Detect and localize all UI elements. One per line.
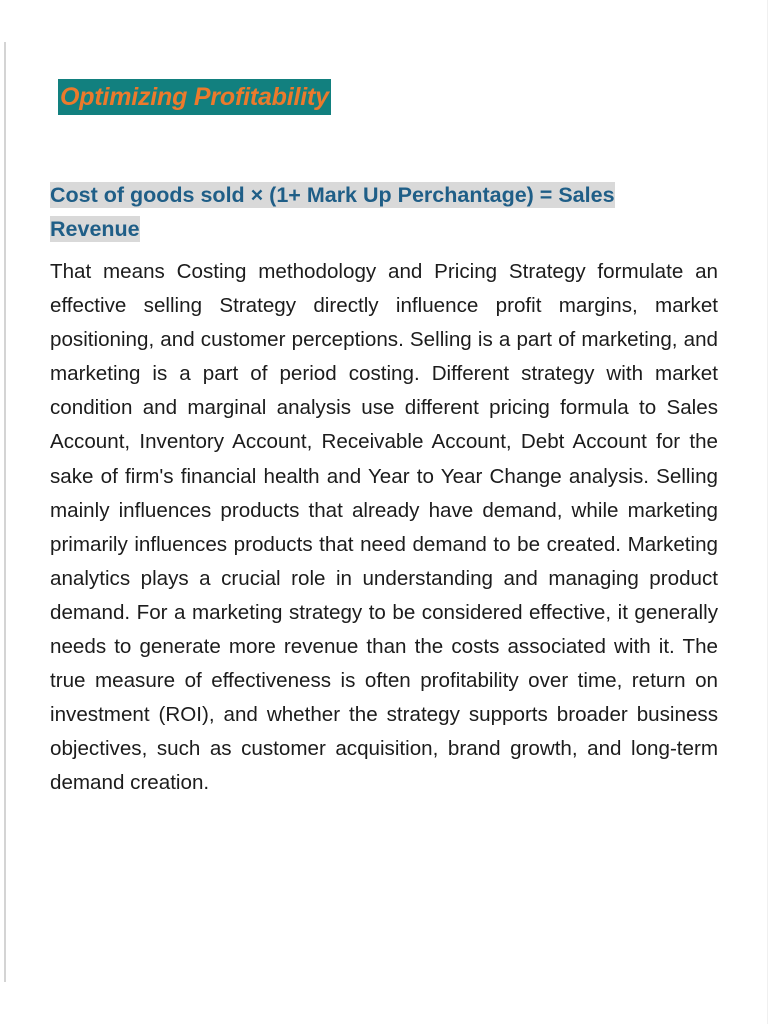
page-title: Optimizing Profitability [60,82,329,111]
title-highlight [58,79,331,115]
body-paragraph: That means Costing methodology and Pricing Strategy formulate an effective selling Strategy directly influence profit margins, market positioning, and customer perceptions. Selling is a part of marketing, and marketing is a part of period costing. Different strategy with market condition and marginal analysis use different pricing formula to Sales Account, Inventory Account, Receivable Account, Debt Account for the sake of firm's financial health and Year to Year Change analysis. Selling mainly influences products that already have demand, while marketing primarily influences products that need demand to be created. Marketing analytics plays a crucial role in understanding and managing product demand. For a marketing strategy to be considered effective, it generally needs to generate more revenue than the costs associated with it. The true measure of effectiveness is often profitability over time, return on investment (ROI), and whether the strategy supports broader business objectives, such as customer acquisition, brand growth, and long-term demand creation. [50,260,718,795]
page-left-border [4,42,6,982]
formula-heading [50,178,690,246]
formula-text: Cost of goods sold × (1+ Mark Up Perchantage) = Sales Revenue [50,183,615,241]
